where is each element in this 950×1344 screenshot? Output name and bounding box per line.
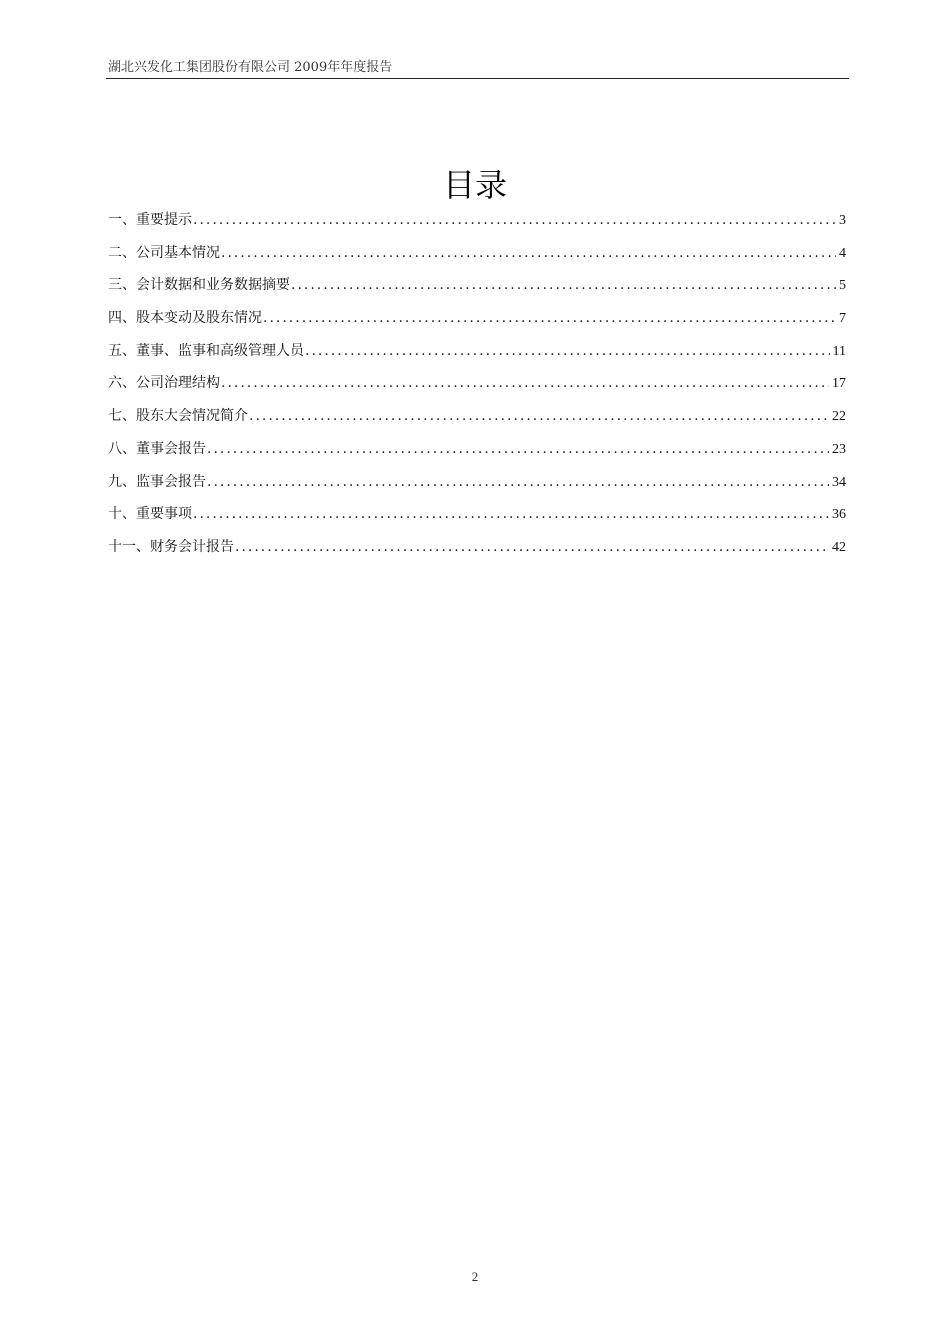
toc-dot-leader — [193, 502, 829, 526]
toc-entry[interactable] — [108, 404, 846, 437]
toc-dot-leader — [263, 306, 836, 330]
toc-dot-leader — [305, 339, 830, 363]
toc-entry-page: 11 — [832, 343, 846, 359]
toc-entry-page: 7 — [839, 311, 846, 327]
toc-dot-leader — [207, 470, 829, 494]
toc-entry[interactable] — [108, 273, 846, 306]
toc-entry-page: 3 — [839, 213, 846, 228]
toc-entry-label: 四、股本变动及股东情况 — [108, 310, 262, 327]
page-number: 2 — [471, 1269, 479, 1284]
toc-entry-page: 22 — [832, 409, 846, 425]
toc-dot-leader — [193, 208, 836, 232]
toc-entry[interactable] — [108, 306, 846, 339]
toc-entry-label: 五、董事、监事和高级管理人员 — [108, 342, 304, 359]
toc-entry-label: 十一、财务会计报告 — [108, 538, 234, 555]
toc-dot-leader — [221, 241, 836, 265]
toc-entry[interactable] — [108, 437, 846, 470]
toc-entry[interactable] — [108, 470, 846, 503]
toc-entry-page: 17 — [832, 376, 846, 392]
toc-entry-page: 5 — [839, 278, 846, 294]
toc-entry-page: 36 — [832, 507, 846, 523]
toc-dot-leader — [207, 437, 829, 461]
toc-entry-label: 一、重要提示 — [108, 212, 192, 228]
page-title: 目录 — [442, 166, 507, 204]
toc-entry[interactable] — [108, 339, 846, 372]
toc-dot-leader — [291, 273, 836, 297]
toc-entry-label: 三、会计数据和业务数据摘要 — [108, 277, 290, 294]
toc-entry-page: 34 — [832, 474, 846, 490]
toc-dot-leader — [221, 371, 829, 395]
toc-dot-leader — [235, 535, 829, 559]
toc-entry[interactable] — [108, 502, 846, 535]
toc-entry-page: 4 — [839, 245, 846, 261]
toc-entry-label: 六、公司治理结构 — [108, 375, 220, 392]
toc-entry[interactable] — [108, 241, 846, 274]
toc-entry-page: 42 — [832, 539, 846, 555]
toc-entry[interactable] — [108, 371, 846, 404]
running-header: 湖北兴发化工集团股份有限公司 2009年年度报告 — [108, 60, 393, 75]
toc-entry-label: 七、股东大会情况简介 — [108, 408, 248, 425]
toc-entry-label: 九、监事会报告 — [108, 473, 206, 490]
header-rule — [106, 78, 849, 79]
toc-entry-label: 十、重要事项 — [108, 506, 192, 523]
toc-dot-leader — [249, 404, 829, 428]
toc-entry-label: 八、董事会报告 — [108, 440, 206, 457]
toc-entry[interactable] — [108, 535, 846, 568]
toc-entry[interactable] — [108, 208, 846, 241]
table-of-contents — [108, 208, 846, 568]
toc-entry-label: 二、公司基本情况 — [108, 244, 220, 261]
toc-entry-page: 23 — [832, 441, 846, 457]
